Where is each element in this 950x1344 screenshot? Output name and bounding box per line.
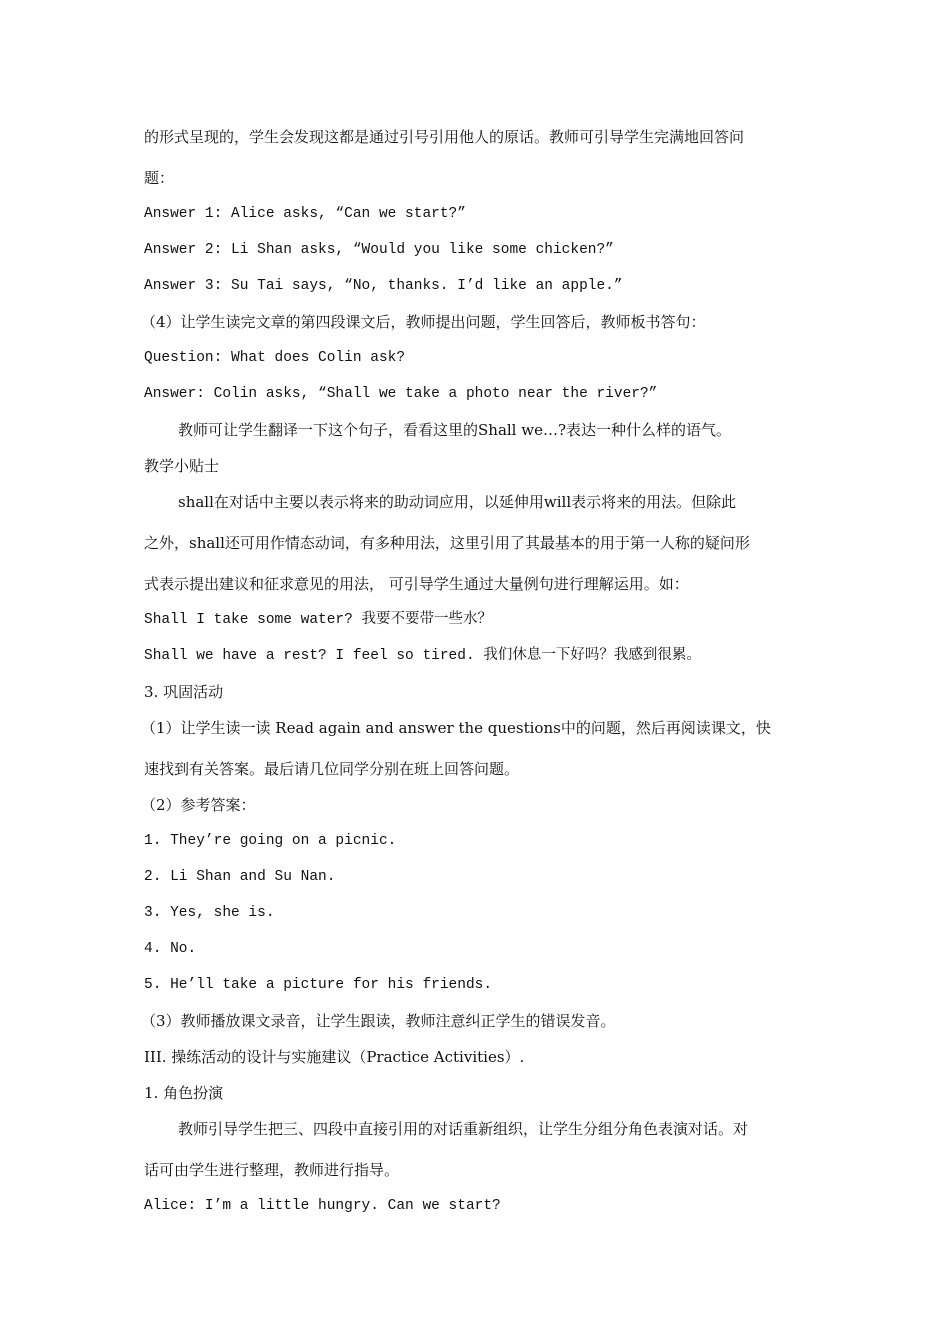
answer-line: Answer 2: Li Shan asks, “Would you like some chicken?”: [144, 242, 614, 258]
paragraph-line: 题：: [144, 169, 175, 187]
paragraph-line: 速找到有关答案。最后请几位同学分别在班上回答问题。: [144, 760, 520, 778]
list-item: 3. Yes, she is.: [144, 905, 275, 921]
answer-line: Answer 3: Su Tai says, “No, thanks. I’d like an apple.”: [144, 278, 623, 294]
answer-line: Answer: Colin asks, “Shall we take a photo near the river?”: [144, 386, 658, 402]
paragraph-line: 教师可让学生翻译一下这个句子，看看这里的Shall we…?表达一种什么样的语气。: [178, 421, 732, 439]
section-heading: 1. 角色扮演: [144, 1084, 224, 1102]
dialogue-line: Alice: I’m a little hungry. Can we start?: [144, 1198, 501, 1214]
example-line: Shall we have a rest? I feel so tired. 我们休息一下好吗？我感到很累。: [144, 648, 701, 664]
question-line: Question: What does Colin ask?: [144, 350, 406, 366]
list-item: 2. Li Shan and Su Nan.: [144, 869, 336, 885]
section-heading: III. 操练活动的设计与实施建议（Practice Activities）.: [144, 1048, 525, 1066]
list-item: 1. They’re going on a picnic.: [144, 833, 397, 849]
paragraph-line: 话可由学生进行整理，教师进行指导。: [144, 1161, 400, 1179]
paragraph-line: shall在对话中主要以表示将来的助动词应用，以延伸用will表示将来的用法。但除此: [178, 493, 737, 511]
tips-heading: 教学小贴士: [144, 457, 220, 475]
paragraph-line: 之外，shall还可用作情态动词，有多种用法，这里引用了其最基本的用于第一人称的疑问形: [144, 534, 750, 552]
list-item: 5. He’ll take a picture for his friends.: [144, 977, 493, 993]
section-heading: 3. 巩固活动: [144, 683, 224, 701]
example-line: Shall I take some water? 我要不要带一些水？: [144, 612, 493, 628]
paragraph-line: 式表示提出建议和征求意见的用法， 可引导学生通过大量例句进行理解运用。如：: [144, 575, 689, 593]
step-heading: （3）教师播放课文录音，让学生跟读，教师注意纠正学生的错误发音。: [141, 1012, 616, 1030]
paragraph-line: 的形式呈现的，学生会发现这都是通过引号引用他人的原话。教师可引导学生完满地回答问: [144, 128, 745, 146]
paragraph-line: 教师引导学生把三、四段中直接引用的对话重新组织，让学生分组分角色表演对话。对: [178, 1120, 749, 1138]
step-heading: （4）让学生读完文章的第四段课文后，教师提出问题，学生回答后，教师板书答句：: [141, 313, 706, 331]
list-item: 4. No.: [144, 941, 197, 957]
answer-line: Answer 1: Alice asks, “Can we start?”: [144, 206, 466, 222]
step-heading: （2）参考答案：: [141, 796, 256, 814]
step-heading: （1）让学生读一读 Read again and answer the questions中的问题，然后再阅读课文，快: [141, 719, 771, 737]
